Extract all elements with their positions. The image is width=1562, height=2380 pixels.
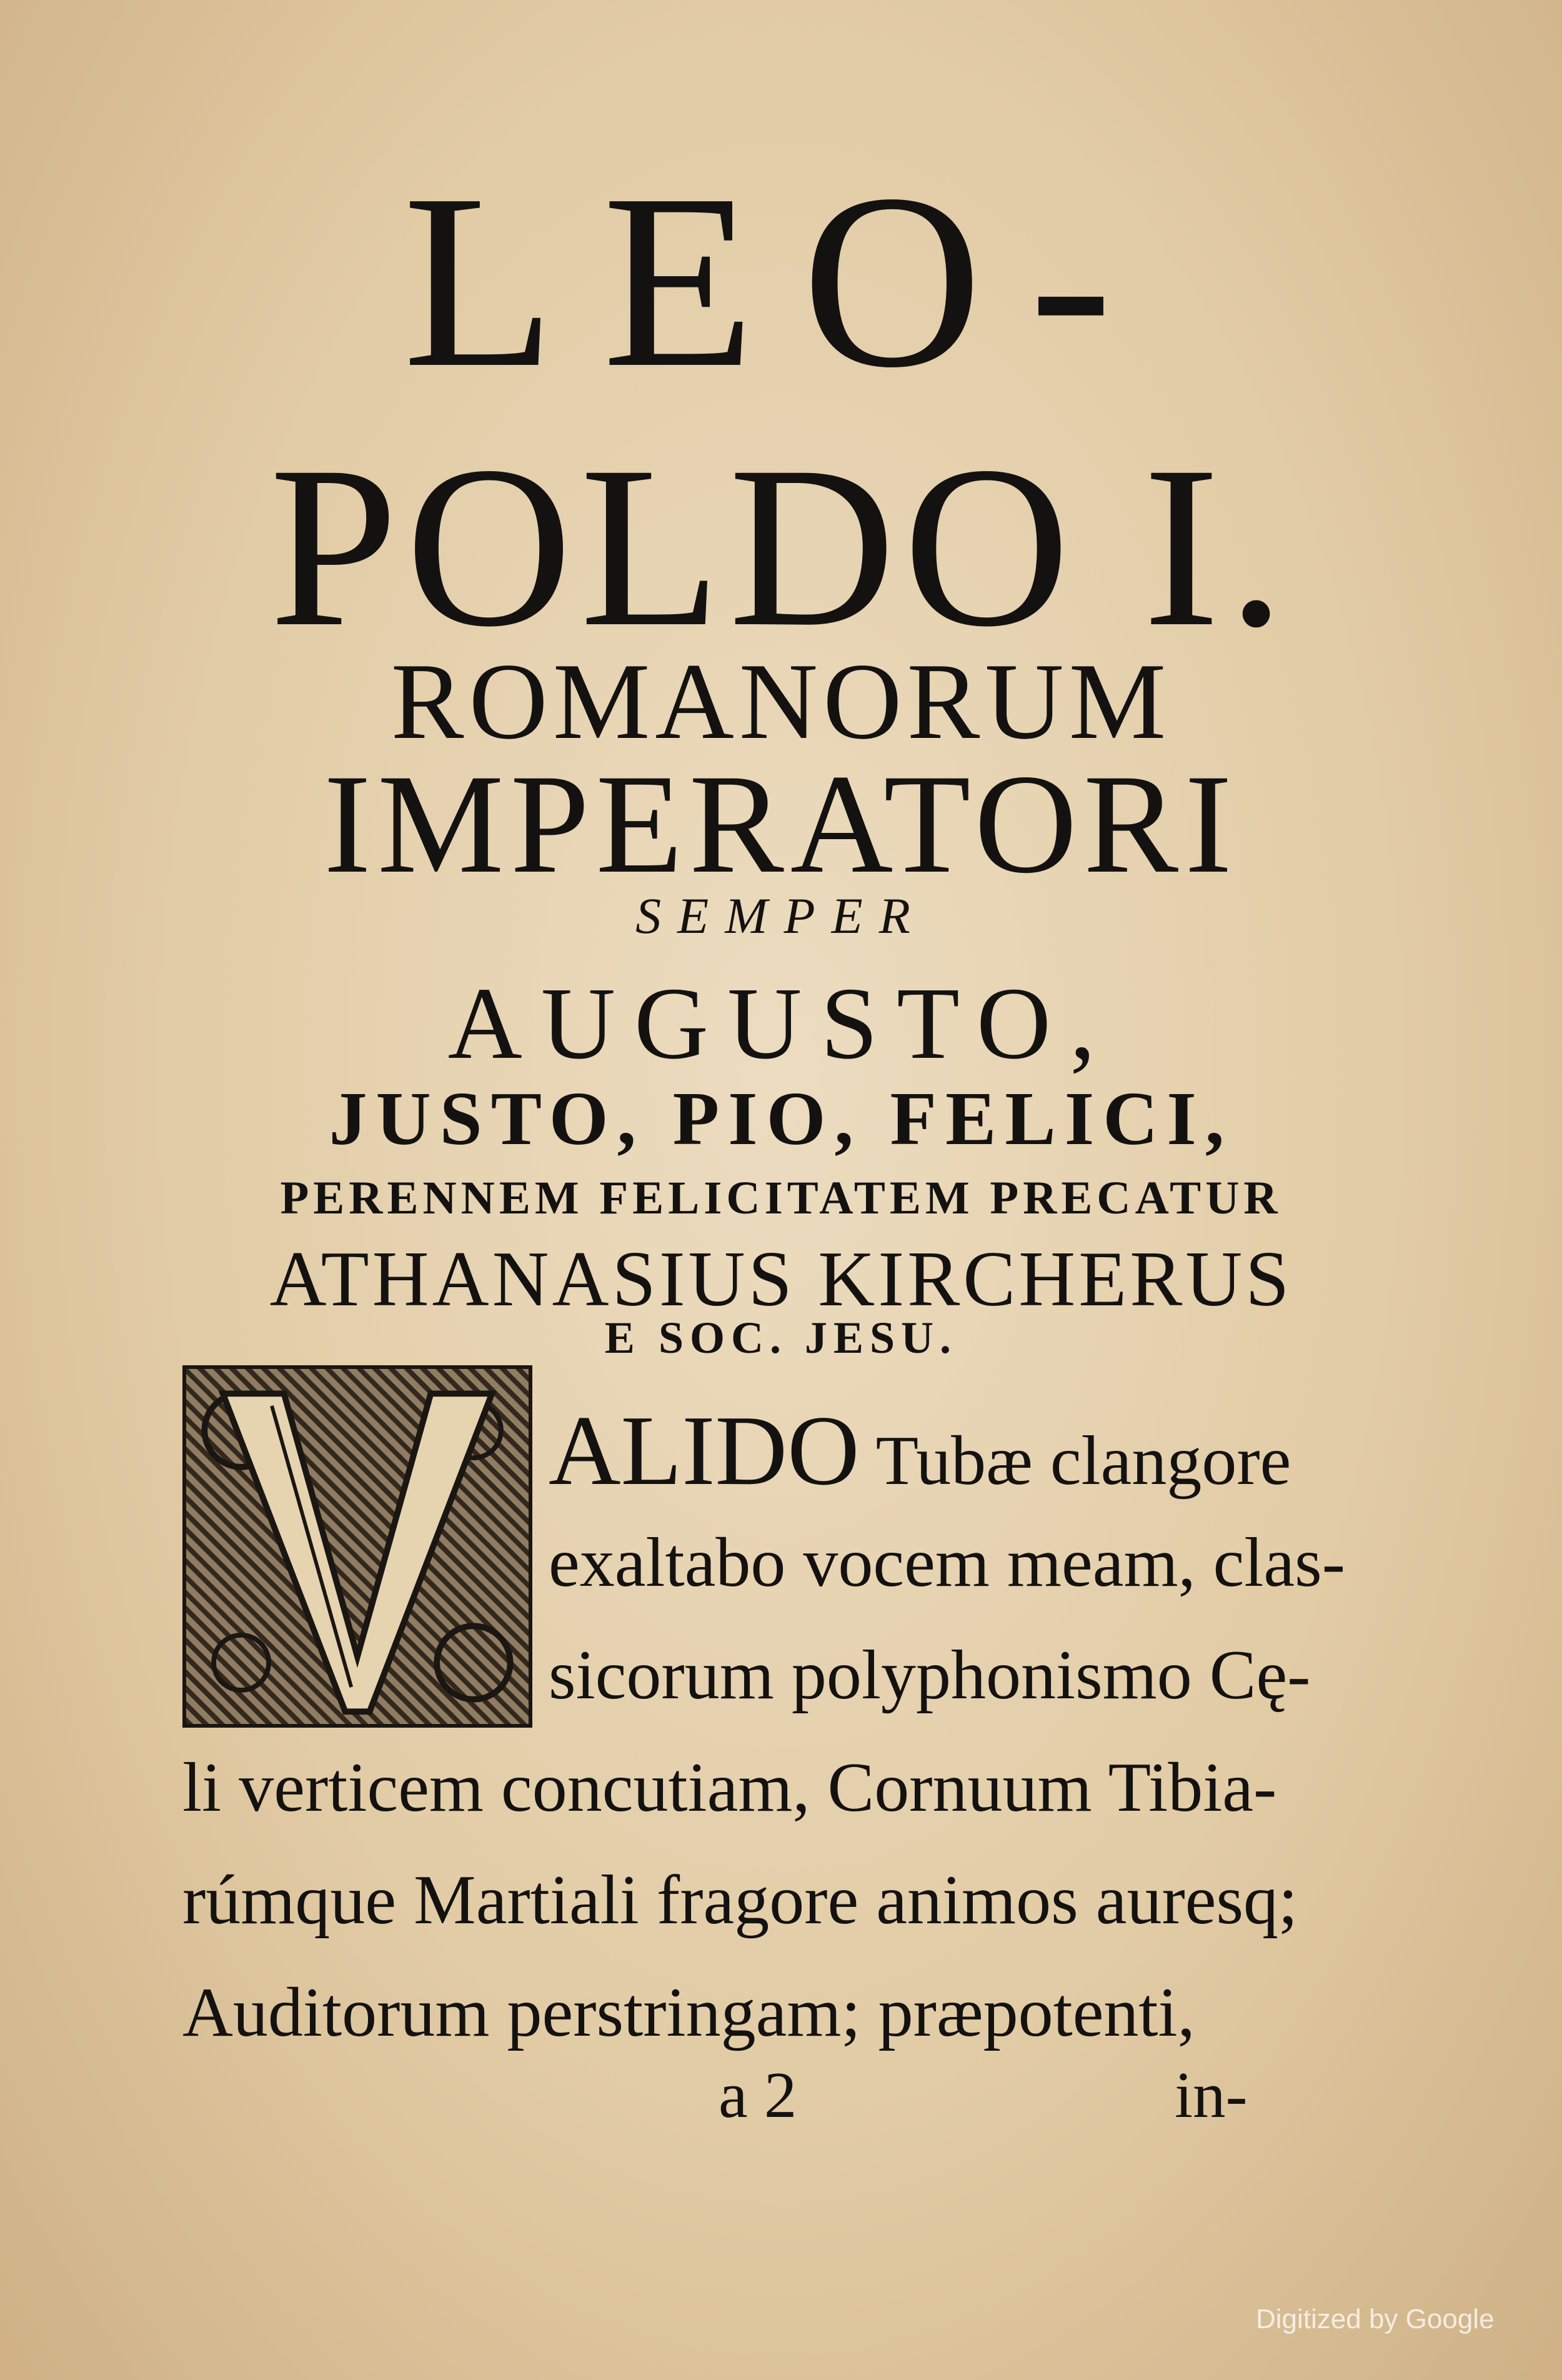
- body-line-2: exaltabo vocem meam, clas-: [549, 1524, 1345, 1601]
- digitized-watermark: Digitized by Google: [1256, 2304, 1495, 2334]
- title-line-8: PERENNEM FELICITATEM PRECATUR: [280, 1172, 1282, 1224]
- catchword: in-: [1175, 2058, 1248, 2131]
- title-line-3: ROMANORUM: [390, 640, 1172, 762]
- body-line-6: Auditorum perstringam; præpotenti,: [182, 1974, 1195, 2051]
- title-line-5: SEMPER: [635, 887, 927, 944]
- body-line-5: rúmque Martiali fragore animos auresq;: [182, 1861, 1298, 1939]
- title-line-4: IMPERATORI: [324, 745, 1238, 903]
- title-line-1: LEO-: [402, 142, 1160, 419]
- title-line-7: JUSTO, PIO, FELICI,: [329, 1077, 1233, 1161]
- title-line-6: AUGUSTO,: [447, 966, 1115, 1080]
- body-line-1: [549, 1395, 1291, 1506]
- signature-mark: a 2: [719, 2058, 797, 2131]
- body-line-1-text: Tubæ clangore: [859, 1422, 1291, 1500]
- body-line-4: li verticem concutiam, Cornuum Tibia-: [182, 1749, 1277, 1826]
- decorated-initial-v-icon: [182, 1365, 532, 1728]
- title-line-9: ATHANASIUS KIRCHERUS: [269, 1236, 1293, 1323]
- body-line-3: sicorum polyphonismo Cę-: [549, 1636, 1311, 1714]
- title-line-2: POLDO I.: [269, 419, 1293, 675]
- initial-word-rest: ALIDO: [549, 1395, 860, 1506]
- title-line-10: E SOC. JESU.: [604, 1313, 958, 1363]
- initial-v-ornament: [186, 1369, 529, 1724]
